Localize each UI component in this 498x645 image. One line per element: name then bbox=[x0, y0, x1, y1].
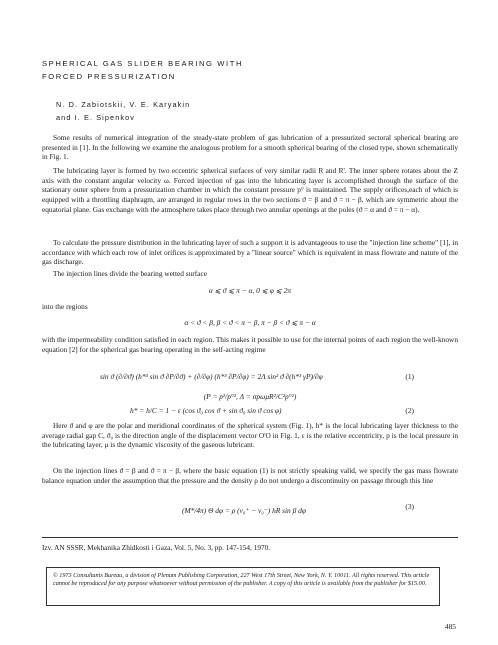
paragraph-regime: with the impermeability condition satisfied in each region. This makes it possible to use for the internal points of each region the well-known equation [2] for the spherical gas bearing operating in the self-acting regime bbox=[42, 335, 458, 354]
equation-1-expression: sin ϑ (∂/∂ϑ) (h*³ sin ϑ ∂P/∂ϑ) + (∂/∂φ) (h*³ ∂P/∂φ) = 2Λ sin² ϑ ∂(h*³ γP)/∂φ bbox=[100, 372, 323, 381]
equation-2-expression: h* = h/C = 1 − ε (cos ϑ₀ cos ϑ + sin ϑ₀ sin ϑ cos φ) bbox=[130, 406, 282, 415]
footer-rule bbox=[42, 537, 458, 538]
paragraph-layer: The lubricating layer is formed by two eccentric spherical surfaces of very similar radii R and R'. The inner sphere rotates about the Z axis with the constant angular velocity ω. Forced injection of gas into the lubricating layer is accomplished through the surface of the stationary outer sphere from a pressurization chamber in which the constant pressure p° is maintained. The supply orifices,each of which is equipped with a throttling diaphragm, are arranged in regular rows in the two sections ϑ = β and ϑ = π − β, which are symmetric about the equatorial plane. Gas exchange with the atmosphere takes place through two annular openings at the poles (ϑ = α and ϑ = π − α). bbox=[42, 166, 458, 214]
author-list bbox=[56, 98, 190, 124]
equation-2-number: (2) bbox=[405, 406, 414, 415]
title-line-2: FORCED PRESSURIZATION bbox=[42, 72, 176, 81]
equation-1-definitions: (P = p²/p°², Λ = σpωμR²/C²p°²) bbox=[203, 392, 297, 401]
paper-title bbox=[42, 57, 243, 83]
equation-3-expression: (M*/4π) Θ dφ = ρ (v₀⁺ − v₀⁻) hR sin β dφ bbox=[182, 506, 306, 515]
authors-line-1: N. D. Zabiotskii, V. E. Karyakin bbox=[56, 100, 191, 109]
paragraph-injection-lines: The injection lines divide the bearing wetted surface bbox=[53, 269, 207, 278]
paragraph-regions: into the regions bbox=[42, 302, 88, 311]
paragraph-balance: On the injection lines ϑ = β and ϑ = π − β, where the basic equation (1) is not strictly speaking valid, we specify the gas mass flowrate balance equation under the assumption that the pressure and the density ρ do not undergo a discontinuity on passage through this line bbox=[42, 466, 458, 485]
journal-citation: Izv. AN SSSR, Mekhanika Zhidkosti i Gaza, Vol. 5, No. 3, pp. 147-154, 1970. bbox=[42, 543, 271, 552]
page-number: 485 bbox=[444, 622, 456, 631]
equation-surface: α ⩽ ϑ ⩽ π − α, 0 ⩽ φ ⩽ 2π bbox=[208, 286, 292, 295]
equation-1-number: (1) bbox=[405, 372, 414, 381]
equation-regions: α < ϑ < β, β < ϑ < π − β, π − β < ϑ ⩽ π − α bbox=[184, 318, 316, 327]
paragraph-intro: Some results of numerical integration of the steady-state problem of gas lubrication of a pressurized sectoral spherical bearing are presented in [1]. In the following we examine the analogous problem for a smooth spherical bearing of the closed type, shown schematically in Fig. 1. bbox=[42, 133, 458, 162]
title-line-1: SPHERICAL GAS SLIDER BEARING WITH bbox=[42, 59, 244, 68]
equation-3-number: (3) bbox=[405, 502, 414, 511]
copyright-box: © 1973 Consultants Bureau, a division of Plenum Publishing Corporation, 227 West 17th Street, New York, N. Y. 10011. All rights reserved. This article cannot be reproduced for any purpose whatsoever without permission of the publisher. A copy of this article is available from the publisher for $15.00. bbox=[46, 567, 440, 606]
authors-line-2: and I. E. Sipenkov bbox=[56, 113, 136, 122]
paragraph-notation: Here ϑ and φ are the polar and meridional coordinates of the spherical system (Fig. 1), h* is the local lubricating layer thickness to the average radial gap C, ϑ₀ is the direction angle of the displacement vector O'O in Fig. 1, ε is the relative eccentricity, p is the local pressure in the lubricating layer, μ is the dynamic viscosity of the gaseous lubricant. bbox=[42, 421, 458, 450]
paragraph-scheme: To calculate the pressure distribution in the lubricating layer of such a support it is advantageous to use the "injection line scheme" [1], in accordance with which each row of inlet orifices is approximated by a "linear source" which is equivalent in mass flowrate and nature of the gas discharge. bbox=[42, 238, 458, 267]
